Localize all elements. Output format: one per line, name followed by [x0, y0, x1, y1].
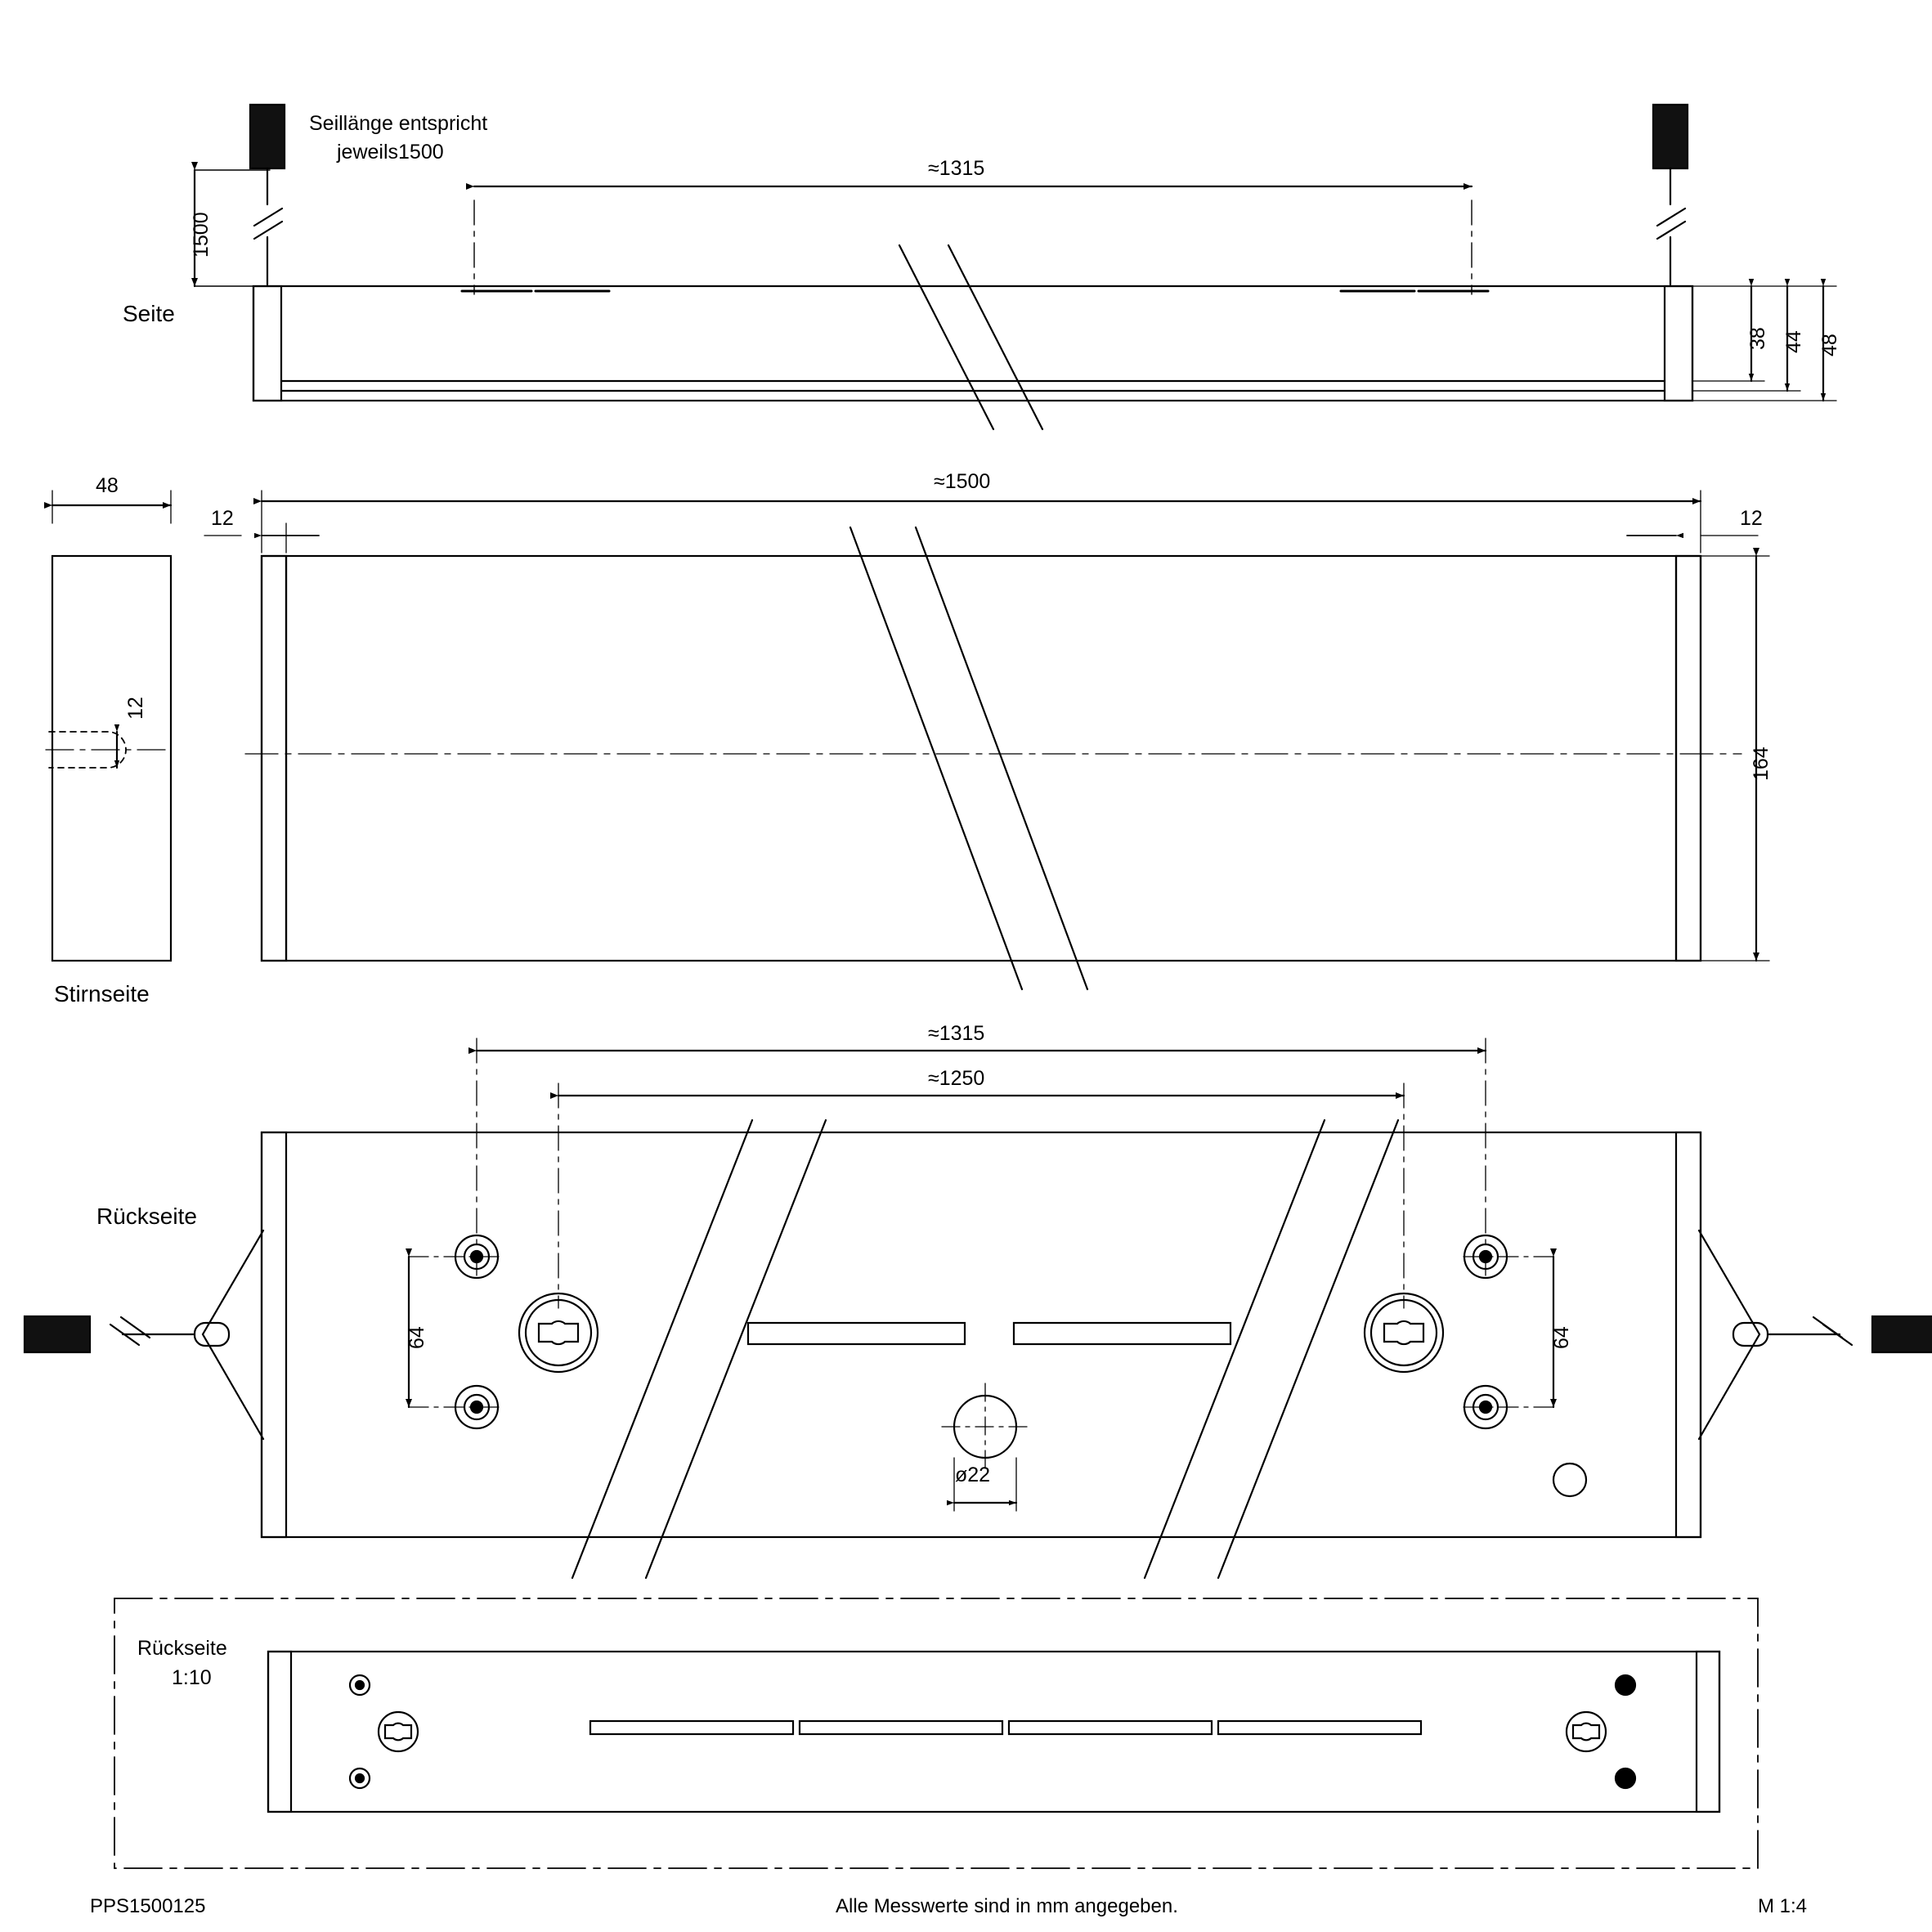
label-view-back-small-line1: Rückseite [137, 1637, 227, 1660]
view-top [204, 491, 1769, 989]
view-end-face [46, 491, 172, 961]
label-view-back: Rückseite [96, 1204, 197, 1229]
label-view-back-small-line2: 1:10 [172, 1666, 212, 1689]
view-back [25, 1038, 1932, 1578]
cable-note-line2: jeweils1500 [337, 141, 444, 164]
footer-note: Alle Messwerte sind in mm angegeben. [836, 1895, 1178, 1917]
dim-total-length: ≈1500 [934, 470, 991, 493]
dim-end-face-width: 48 [96, 474, 119, 497]
dim-back-spacing-outer: ≈1315 [928, 1022, 985, 1045]
dim-slot-height: 12 [124, 697, 147, 719]
dim-height-44: 44 [1782, 330, 1805, 353]
view-back-small [114, 1598, 1758, 1868]
dim-pitch-right-64: 64 [1550, 1326, 1573, 1349]
dim-side-mount-spacing: ≈1315 [928, 157, 985, 180]
dim-height-38: 38 [1746, 327, 1769, 350]
cable-note-line1: Seillänge entspricht [309, 112, 488, 135]
label-view-end-face: Stirnseite [54, 981, 150, 1006]
scale-note: M 1:4 [1758, 1895, 1808, 1917]
dim-back-spacing-inner: ≈1250 [928, 1067, 985, 1090]
part-number: PPS1500125 [90, 1895, 206, 1917]
label-view-side: Seite [123, 301, 175, 326]
dim-end-left: 12 [211, 507, 234, 530]
dim-center-hole: ø22 [955, 1464, 991, 1486]
dim-cable-length: 1500 [190, 212, 213, 258]
dim-end-right: 12 [1740, 507, 1763, 530]
dim-height-48: 48 [1818, 334, 1841, 356]
dim-pitch-left-64: 64 [406, 1326, 428, 1349]
dim-depth-164: 164 [1750, 746, 1773, 781]
